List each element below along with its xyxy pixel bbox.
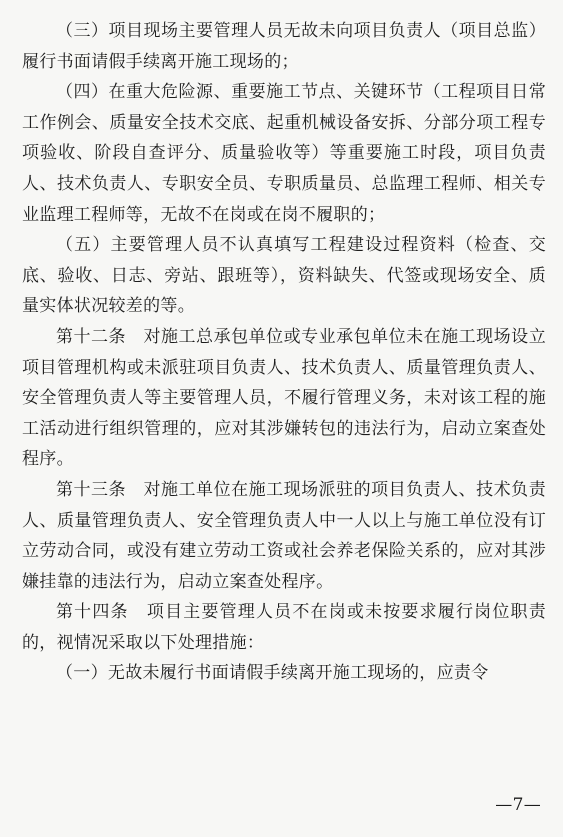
page-footer — [0, 794, 563, 816]
page-number: —7— — [495, 795, 541, 815]
paragraph-article-14-item-1: （一）无故未履行书面请假手续离开施工现场的，应责令 — [56, 663, 489, 684]
paragraph-clause-3: （三）项目现场主要管理人员无故未向项目负责人（项目总监）履行书面请假手续离开施工现场的； — [22, 21, 546, 72]
paragraph-article-14: 第十四条 项目主要管理人员不在岗或未按要求履行岗位职责的，视情况采取以下处理措施： — [22, 602, 546, 653]
paragraph-clause-4: （四）在重大危险源、重要施工节点、关键环节（工程项目日常工作例会、质量安全技术交底、起重机械设备安拆、分部分项工程专项验收、阶段自查评分、质量验收等）等重要施工时段，项目负责人、技术负责人、专职安全员、专职质量员、总监理工程师、相关专业监理工程师等，无故不在岗或在岗不履职的； — [22, 82, 546, 225]
paragraph-article-12: 第十二条 对施工总承包单位或专业承包单位未在施工现场设立项目管理机构或未派驻项目负责人、技术负责人、质量管理负责人、安全管理负责人等主要管理人员，不履行管理义务，未对该工程的施工活动进行组织管理的，应对其涉嫌转包的违法行为，启动立案查处程序。 — [22, 326, 546, 470]
paragraph-article-13: 第十三条 对施工单位在施工现场派驻的项目负责人、技术负责人、质量管理负责人、安全管理负责人中一人以上与施工单位没有订立劳动合同，或没有建立劳动工资或社会养老保险关系的，应对其涉嫌挂靠的违法行为，启动立案查处程序。 — [22, 479, 546, 592]
document-body — [22, 16, 546, 689]
paragraph-clause-5: （五）主要管理人员不认真填写工程建设过程资料（检查、交底、验收、日志、旁站、跟班等），资料缺失、代签或现场安全、质量实体状况较差的等。 — [22, 235, 546, 317]
